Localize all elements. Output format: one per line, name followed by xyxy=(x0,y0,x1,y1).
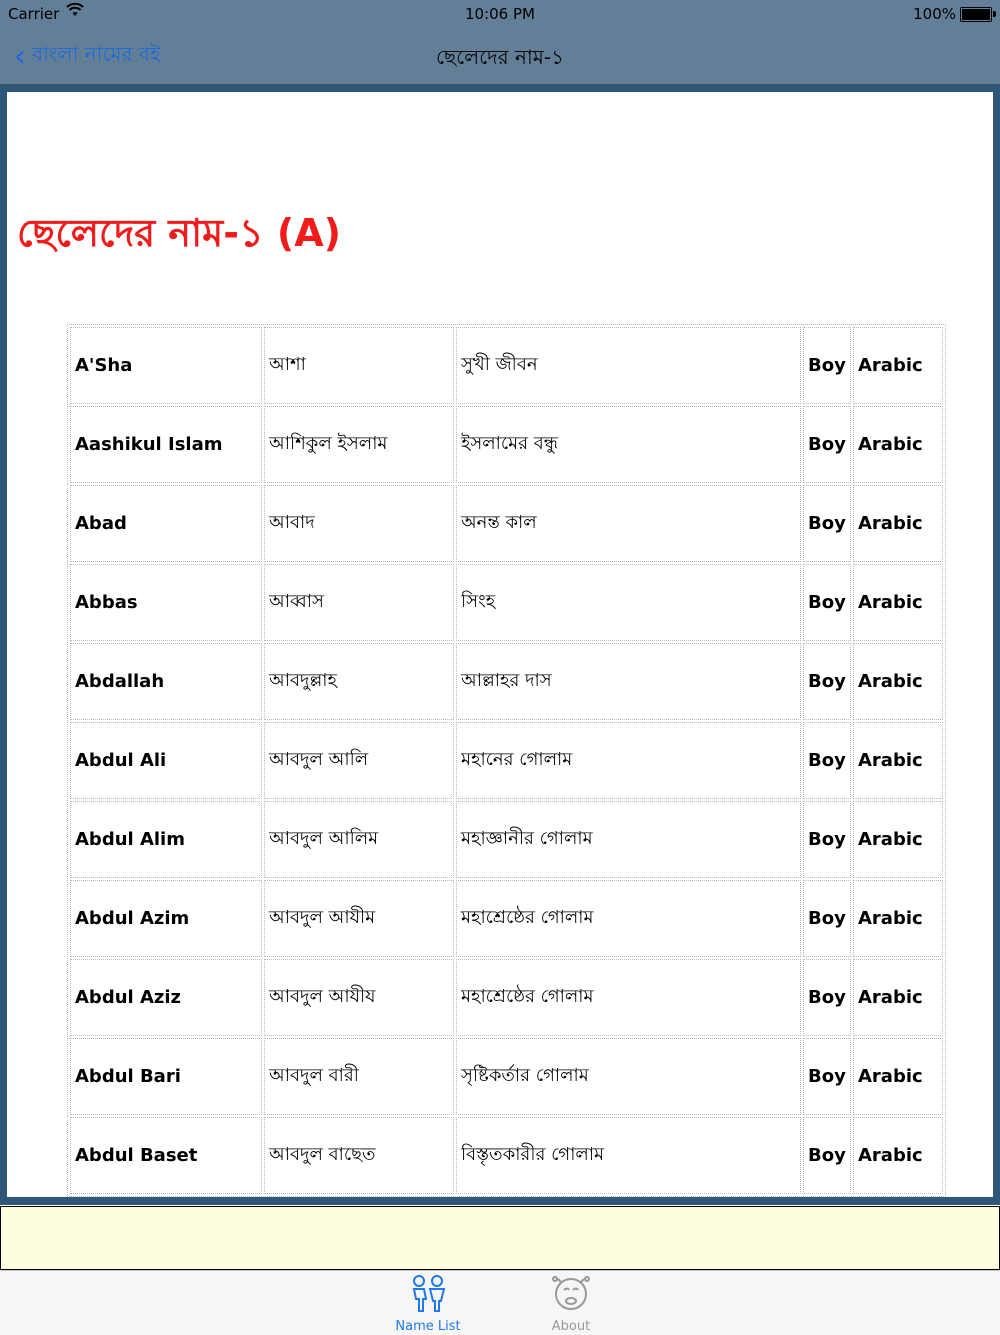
table-row xyxy=(70,959,943,1036)
name-origin: Arabic xyxy=(853,327,943,404)
name-meaning: আল্লাহর দাস xyxy=(456,643,801,720)
name-origin: Arabic xyxy=(853,1038,943,1115)
navigation-bar xyxy=(0,28,1000,85)
name-bn: আবদুল বারী xyxy=(264,1038,454,1115)
table-row xyxy=(70,406,943,483)
name-list-webview[interactable] xyxy=(7,92,993,1197)
status-bar xyxy=(0,0,1000,28)
name-en: Abdul Bari xyxy=(70,1038,262,1115)
name-meaning: ইসলামের বন্ধু xyxy=(456,406,801,483)
tab-about[interactable] xyxy=(516,1273,626,1334)
name-meaning: মহাশ্রেষ্ঠের গোলাম xyxy=(456,959,801,1036)
children-icon xyxy=(406,1298,450,1317)
name-en: Abad xyxy=(70,485,262,562)
name-meaning: মহাশ্রেষ্ঠের গোলাম xyxy=(456,880,801,957)
chevron-left-icon: ‹ xyxy=(14,38,26,74)
name-gender: Boy xyxy=(803,959,851,1036)
name-origin: Arabic xyxy=(853,564,943,641)
tab-bar xyxy=(0,1270,1000,1335)
table-row xyxy=(70,1038,943,1115)
page-heading: ছেলেদের নাম-১ (A) xyxy=(17,211,341,255)
name-bn: আবাদ xyxy=(264,485,454,562)
name-en: Abdul Alim xyxy=(70,801,262,878)
clock: 10:06 PM xyxy=(465,5,535,23)
table-row xyxy=(70,327,943,404)
name-meaning: অনন্ত কাল xyxy=(456,485,801,562)
table-row xyxy=(70,880,943,957)
name-origin: Arabic xyxy=(853,959,943,1036)
battery-icon xyxy=(960,7,992,22)
name-gender: Boy xyxy=(803,564,851,641)
name-gender: Boy xyxy=(803,406,851,483)
name-en: Abbas xyxy=(70,564,262,641)
name-bn: আবদুল্লাহ xyxy=(264,643,454,720)
name-gender: Boy xyxy=(803,485,851,562)
name-meaning: বিস্তৃতকারীর গোলাম xyxy=(456,1117,801,1194)
name-gender: Boy xyxy=(803,1117,851,1194)
name-meaning: সুখী জীবন xyxy=(456,327,801,404)
name-bn: আশিকুল ইসলাম xyxy=(264,406,454,483)
tab-name-list[interactable] xyxy=(373,1273,483,1334)
name-origin: Arabic xyxy=(853,643,943,720)
table-row xyxy=(70,1117,943,1194)
name-gender: Boy xyxy=(803,1038,851,1115)
back-button-label: বাংলা নামের বই xyxy=(32,42,161,66)
name-gender: Boy xyxy=(803,801,851,878)
name-origin: Arabic xyxy=(853,485,943,562)
name-origin: Arabic xyxy=(853,880,943,957)
name-en: Abdallah xyxy=(70,643,262,720)
name-en: Abdul Aziz xyxy=(70,959,262,1036)
name-en: A'Sha xyxy=(70,327,262,404)
name-gender: Boy xyxy=(803,880,851,957)
name-origin: Arabic xyxy=(853,722,943,799)
name-meaning: মহানের গোলাম xyxy=(456,722,801,799)
tab-about-label: About xyxy=(551,1319,591,1334)
name-origin: Arabic xyxy=(853,801,943,878)
name-origin: Arabic xyxy=(853,406,943,483)
table-row xyxy=(70,643,943,720)
name-meaning: সৃষ্টিকর্তার গোলাম xyxy=(456,1038,801,1115)
table-row xyxy=(70,564,943,641)
name-bn: আশা xyxy=(264,327,454,404)
crying-face-icon xyxy=(549,1298,593,1317)
content-frame xyxy=(0,85,1000,1205)
tab-name-list-label: Name List xyxy=(395,1319,461,1334)
name-bn: আবদুল আলিম xyxy=(264,801,454,878)
names-table xyxy=(67,324,946,1197)
battery-percent: 100% xyxy=(913,5,956,23)
ad-banner[interactable] xyxy=(0,1206,1000,1270)
name-bn: আবদুল আযীয xyxy=(264,959,454,1036)
name-bn: আব্বাস xyxy=(264,564,454,641)
carrier-label: Carrier xyxy=(8,5,60,23)
table-row xyxy=(70,722,943,799)
name-bn: আবদুল আলি xyxy=(264,722,454,799)
name-bn: আবদুল বাছেত xyxy=(264,1117,454,1194)
name-en: Abdul Baset xyxy=(70,1117,262,1194)
name-en: Aashikul Islam xyxy=(70,406,262,483)
name-origin: Arabic xyxy=(853,1117,943,1194)
name-gender: Boy xyxy=(803,327,851,404)
name-meaning: মহাজ্ঞানীর গোলাম xyxy=(456,801,801,878)
name-en: Abdul Azim xyxy=(70,880,262,957)
name-bn: আবদুল আযীম xyxy=(264,880,454,957)
name-en: Abdul Ali xyxy=(70,722,262,799)
name-gender: Boy xyxy=(803,643,851,720)
table-row xyxy=(70,801,943,878)
nav-title: ছেলেদের নাম-১ xyxy=(435,45,565,69)
name-meaning: সিংহ xyxy=(456,564,801,641)
battery-tip xyxy=(993,11,996,17)
table-row xyxy=(70,485,943,562)
name-gender: Boy xyxy=(803,722,851,799)
